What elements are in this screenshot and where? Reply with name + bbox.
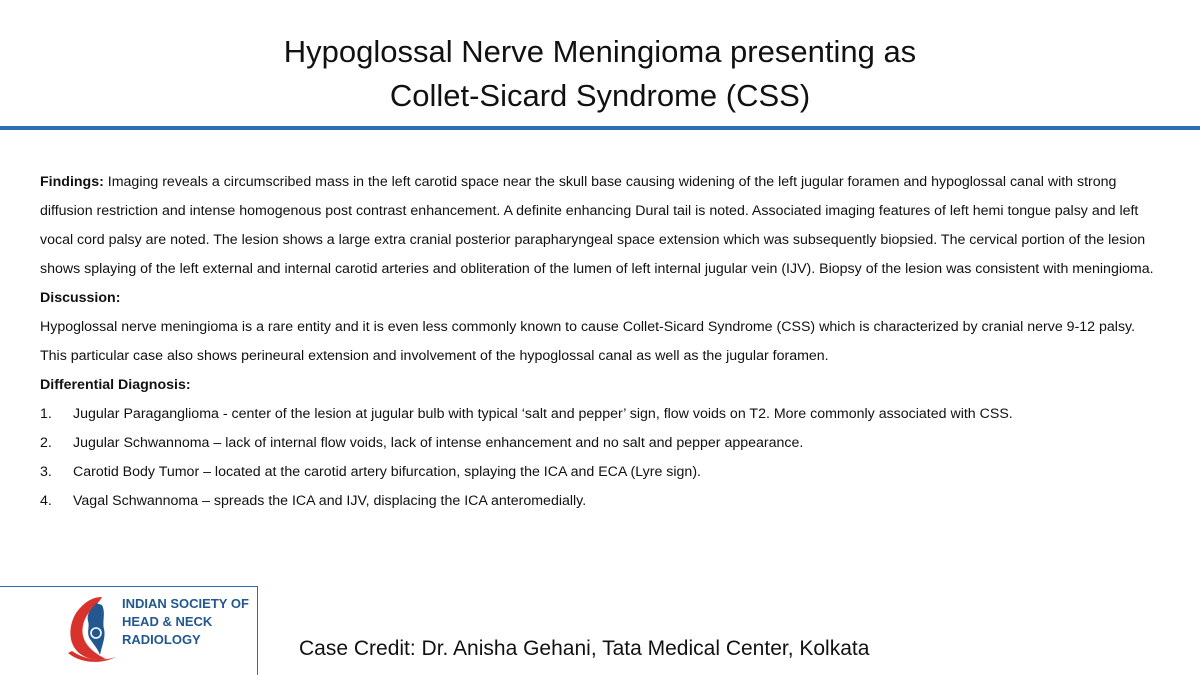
slide-title: [0, 30, 1200, 118]
list-item-number: 1.: [40, 406, 52, 422]
list-item: [40, 487, 1165, 516]
list-item-number: 4.: [40, 493, 52, 509]
title-line-2: Collet-Sicard Syndrome (CSS): [389, 78, 811, 113]
list-item: [40, 458, 1165, 487]
list-item-number: 3.: [40, 464, 52, 480]
list-item-text: Vagal Schwannoma – spreads the ICA and IJV, displacing the ICA anteromedially.: [73, 493, 587, 509]
logo-text: [122, 595, 249, 649]
logo-line-1: INDIAN SOCIETY OF: [122, 596, 249, 611]
case-credit: Case Credit: Dr. Anisha Gehani, Tata Medical Center, Kolkata: [299, 637, 870, 660]
discussion-text: Hypoglossal nerve meningioma is a rare entity and it is even less commonly known to cause Collet-Sicard Syndrome (CSS) which is characterized by cranial nerve 9-12 palsy. This particular case also shows perineural extension and involvement of the hypoglossal canal as well as the jugular foramen.: [40, 319, 1136, 364]
slide-body: [40, 168, 1165, 516]
findings-text: Imaging reveals a circumscribed mass in the left carotid space near the skull base causing widening of the left jugular foramen and hypoglossal canal with strong diffusion restriction and intense homogenous post contrast enhancement. A definite enhancing Dural tail is noted. Associated imaging features of left hemi tongue palsy and left vocal cord palsy are noted. The lesion shows a large extra cranial posterior parapharyngeal space extension which was subsequently biopsied. The cervical portion of the lesion shows splaying of the left external and internal carotid arteries and obliteration of the lumen of left internal jugular vein (IJV). Biopsy of the lesion was consistent with meningioma.: [40, 174, 1154, 277]
india-map-emblem-icon: [62, 593, 120, 665]
discussion-heading: Discussion:: [40, 290, 121, 306]
list-item-text: Carotid Body Tumor – located at the carotid artery bifurcation, splaying the ICA and ECA (Lyre sign).: [73, 464, 701, 480]
list-item: [40, 429, 1165, 458]
differential-list: [40, 400, 1165, 516]
list-item-text: Jugular Schwannoma – lack of internal flow voids, lack of intense enhancement and no salt and pepper appearance.: [73, 435, 804, 451]
list-item-number: 2.: [40, 435, 52, 451]
society-logo: [0, 586, 258, 675]
findings-paragraph: [40, 168, 1165, 284]
logo-line-3: RADIOLOGY: [122, 632, 201, 647]
title-divider: [0, 126, 1200, 130]
title-line-1: Hypoglossal Nerve Meningioma presenting as: [283, 34, 917, 69]
list-item: [40, 400, 1165, 429]
findings-label: Findings:: [40, 174, 104, 190]
differential-heading: Differential Diagnosis:: [40, 377, 191, 393]
logo-line-2: HEAD & NECK: [122, 614, 213, 629]
list-item-text: Jugular Paraganglioma - center of the lesion at jugular bulb with typical ‘salt and pepper’ sign, flow voids on T2. More commonly associated with CSS.: [73, 406, 1013, 422]
